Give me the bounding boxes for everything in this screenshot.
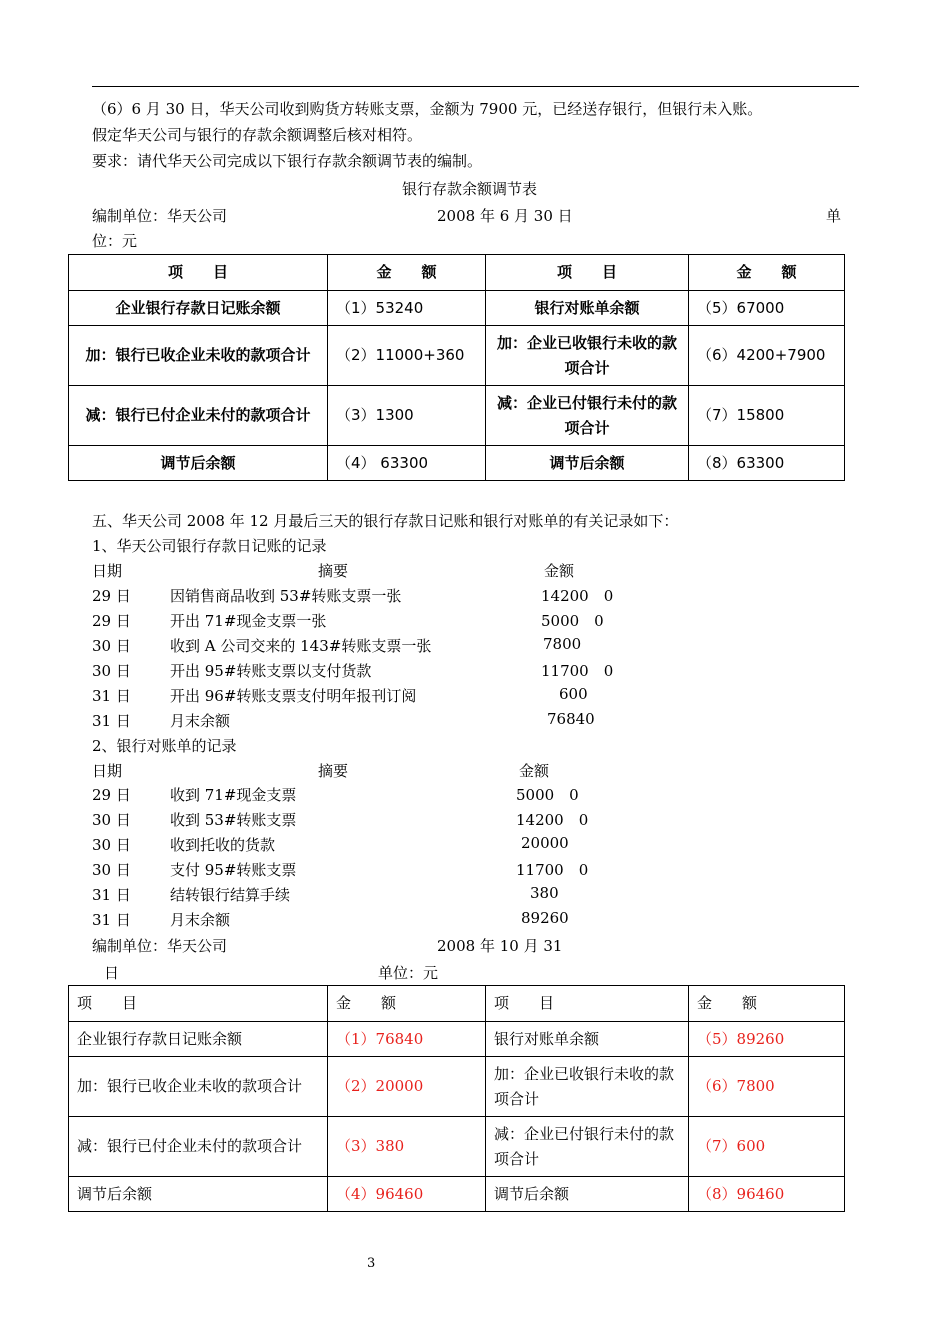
bank-header-desc: 摘要 — [318, 762, 349, 780]
table2-answer: （1）76840 — [328, 1022, 486, 1057]
table1-amount: （7）15800 — [689, 386, 845, 446]
table1-amount: （5）67000 — [689, 291, 845, 326]
journal-date: 30 日 — [92, 662, 131, 680]
table2-header: 金 额 — [689, 986, 845, 1022]
reconciliation-table-1 — [68, 254, 845, 481]
table2-cell: 减：企业已付银行未付的款项合计 — [486, 1117, 689, 1177]
bank-amount: 5000 0 — [516, 786, 579, 804]
table2-header: 项 目 — [486, 986, 689, 1022]
table2-header: 项 目 — [69, 986, 328, 1022]
table2-answer: （4）96460 — [328, 1177, 486, 1212]
table1-header: 项 目 — [486, 255, 689, 291]
intro-line-3: 要求：请代华天公司完成以下银行存款余额调节表的编制。 — [92, 152, 483, 170]
journal-date: 31 日 — [92, 687, 131, 705]
table1-amount: （3）1300 — [328, 386, 486, 446]
table1-cell: 银行对账单余额 — [486, 291, 689, 326]
journal-header-amount: 金额 — [544, 562, 575, 580]
table2-cell: 加：银行已收企业未收的款项合计 — [69, 1057, 328, 1117]
table1-unit-b: 位：元 — [92, 232, 138, 250]
bank-desc: 结转银行结算手续 — [170, 886, 291, 904]
bank-desc: 收到 53#转账支票 — [170, 811, 297, 829]
bank-date: 29 日 — [92, 786, 131, 804]
bank-amount: 14200 0 — [516, 811, 589, 829]
table1-cell: 调节后余额 — [486, 446, 689, 481]
table1-amount: （2）11000+360 — [328, 326, 486, 386]
bank-desc: 月末余额 — [170, 911, 231, 929]
journal-header-date: 日期 — [92, 562, 123, 580]
section5-heading: 五、华天公司 2008 年 12 月最后三天的银行存款日记账和银行对账单的有关记录如下： — [92, 512, 679, 530]
table2-cell: 企业银行存款日记账余额 — [69, 1022, 328, 1057]
journal-date: 29 日 — [92, 587, 131, 605]
table1-company: 编制单位：华天公司 — [92, 207, 228, 225]
journal-header-desc: 摘要 — [318, 562, 349, 580]
table2-date-a: 2008 年 10 月 31 — [437, 937, 563, 955]
table2-date-b: 日 — [104, 964, 120, 982]
journal-desc: 开出 96#转账支票支付明年报刊订阅 — [170, 687, 417, 705]
bank-statement-title: 2、银行对账单的记录 — [92, 737, 237, 755]
table1-amount: （6）4200+7900 — [689, 326, 845, 386]
bank-date: 30 日 — [92, 836, 131, 854]
table1-cell: 加：企业已收银行未收的款项合计 — [486, 326, 689, 386]
table2-answer: （2）20000 — [328, 1057, 486, 1117]
bank-desc: 收到 71#现金支票 — [170, 786, 297, 804]
table1-amount: （1）53240 — [328, 291, 486, 326]
journal-title: 1、华天公司银行存款日记账的记录 — [92, 537, 327, 555]
bank-header-date: 日期 — [92, 762, 123, 780]
table1-amount: （4） 63300 — [328, 446, 486, 481]
bank-date: 31 日 — [92, 886, 131, 904]
journal-desc: 开出 95#转账支票以支付货款 — [170, 662, 372, 680]
table2-cell: 银行对账单余额 — [486, 1022, 689, 1057]
intro-line-1: （6）6 月 30 日，华天公司收到购货方转账支票，金额为 7900 元，已经送存银行，但银行未入账。 — [92, 100, 763, 118]
header-rule — [92, 86, 859, 87]
journal-desc: 收到 A 公司交来的 143#转账支票一张 — [170, 637, 432, 655]
journal-amount: 14200 0 — [541, 587, 614, 605]
bank-amount: 89260 — [521, 909, 569, 927]
table1-amount: （8）63300 — [689, 446, 845, 481]
table1-date: 2008 年 6 月 30 日 — [437, 207, 573, 225]
table2-answer: （8）96460 — [689, 1177, 845, 1212]
bank-amount: 20000 — [521, 834, 569, 852]
journal-date: 29 日 — [92, 612, 131, 630]
table2-cell: 调节后余额 — [69, 1177, 328, 1212]
table2-cell: 减：银行已付企业未付的款项合计 — [69, 1117, 328, 1177]
bank-date: 31 日 — [92, 911, 131, 929]
table1-cell: 减：企业已付银行未付的款项合计 — [486, 386, 689, 446]
table1-cell: 企业银行存款日记账余额 — [69, 291, 328, 326]
table1-cell: 调节后余额 — [69, 446, 328, 481]
table2-cell: 调节后余额 — [486, 1177, 689, 1212]
table2-cell: 加：企业已收银行未收的款项合计 — [486, 1057, 689, 1117]
journal-amount: 7800 — [543, 635, 582, 653]
journal-date: 30 日 — [92, 637, 131, 655]
table1-unit-a: 单 — [826, 207, 842, 225]
bank-amount: 380 — [530, 884, 559, 902]
table1-cell: 加：银行已收企业未收的款项合计 — [69, 326, 328, 386]
table2-answer: （7）600 — [689, 1117, 845, 1177]
table1-cell: 减：银行已付企业未付的款项合计 — [69, 386, 328, 446]
table2-answer: （3）380 — [328, 1117, 486, 1177]
bank-date: 30 日 — [92, 861, 131, 879]
table2-company: 编制单位：华天公司 — [92, 937, 228, 955]
journal-amount: 11700 0 — [541, 662, 614, 680]
bank-amount: 11700 0 — [516, 861, 589, 879]
journal-desc: 月末余额 — [170, 712, 231, 730]
bank-desc: 收到托收的货款 — [170, 836, 276, 854]
journal-desc: 开出 71#现金支票一张 — [170, 612, 327, 630]
table2-answer: （6）7800 — [689, 1057, 845, 1117]
reconciliation-table-2 — [68, 985, 845, 1212]
journal-desc: 因销售商品收到 53#转账支票一张 — [170, 587, 402, 605]
bank-date: 30 日 — [92, 811, 131, 829]
table1-title: 银行存款余额调节表 — [402, 180, 538, 198]
table2-answer: （5）89260 — [689, 1022, 845, 1057]
journal-amount: 76840 — [547, 710, 595, 728]
bank-header-amount: 金额 — [519, 762, 550, 780]
table2-unit: 单位：元 — [378, 964, 439, 982]
table1-header: 金 额 — [328, 255, 486, 291]
journal-date: 31 日 — [92, 712, 131, 730]
table1-header: 项 目 — [69, 255, 328, 291]
table2-header: 金 额 — [328, 986, 486, 1022]
journal-amount: 5000 0 — [541, 612, 604, 630]
page-number: 3 — [367, 1256, 376, 1271]
bank-desc: 支付 95#转账支票 — [170, 861, 297, 879]
table1-header: 金 额 — [689, 255, 845, 291]
intro-line-2: 假定华天公司与银行的存款余额调整后核对相符。 — [92, 126, 423, 144]
journal-amount: 600 — [559, 685, 588, 703]
